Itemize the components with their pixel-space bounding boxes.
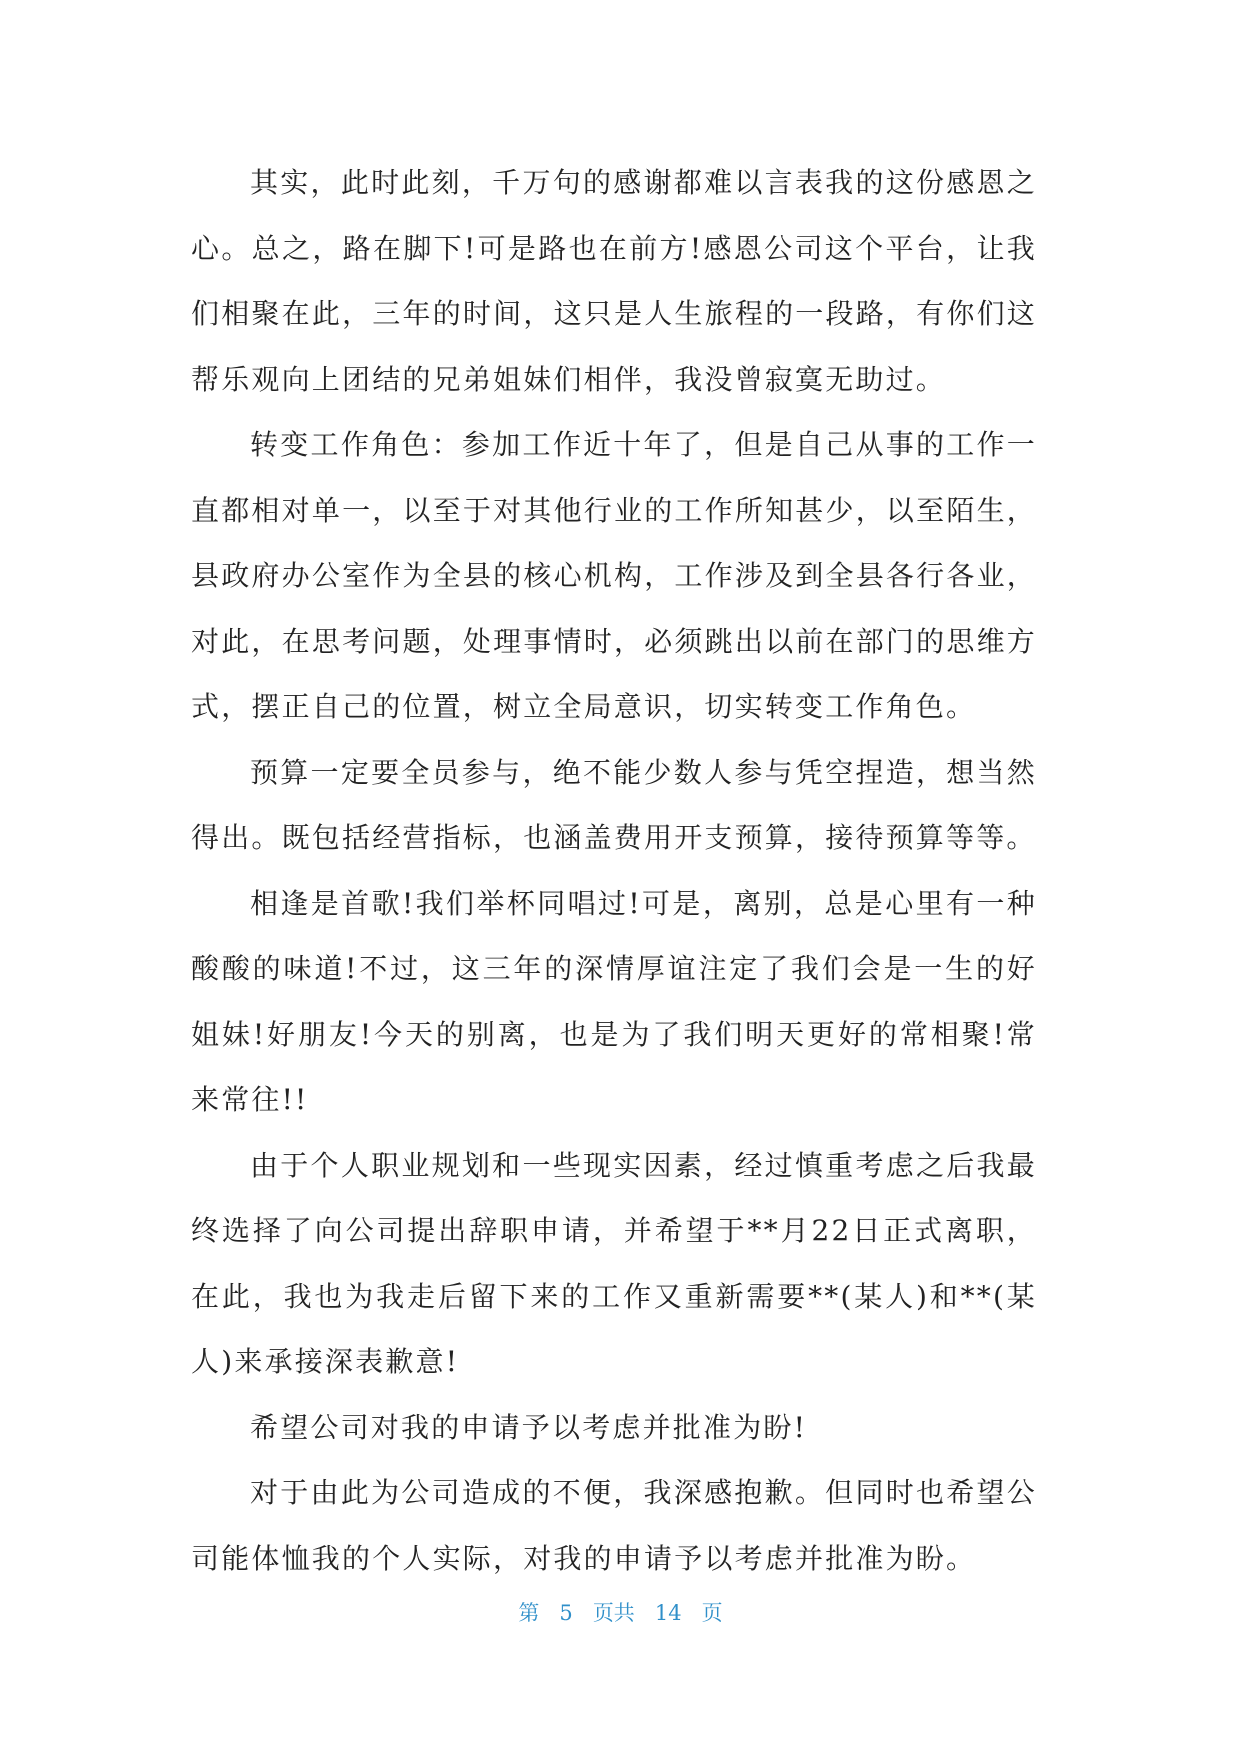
paragraph: 希望公司对我的申请予以考虑并批准为盼! — [250, 1410, 808, 1444]
paragraph: 由于个人职业规划和一些现实因素，经过慎重考虑之后我最终选择了向公司提出辞职申请，并希望于**月22日正式离职，在此，我也为我走后留下来的工作又重新需要**(某人)和**(某人)来承接深表歉意! — [191, 1148, 1037, 1378]
page-label-prefix: 第 — [518, 1601, 540, 1625]
document-body — [191, 150, 1037, 1591]
page-label-suffix: 页 — [701, 1601, 723, 1625]
current-page-number: 5 — [559, 1601, 573, 1625]
paragraph: 对于由此为公司造成的不便，我深感抱歉。但同时也希望公司能体恤我的个人实际，对我的申请予以考虑并批准为盼。 — [191, 1476, 1037, 1575]
paragraph: 相逢是首歌!我们举杯同唱过!可是，离别，总是心里有一种酸酸的味道!不过，这三年的深情厚谊注定了我们会是一生的好姐妹!好朋友!今天的别离，也是为了我们明天更好的常相聚!常来常往!! — [191, 886, 1037, 1116]
page-footer — [0, 1598, 1241, 1628]
page-label-middle: 页共 — [592, 1601, 635, 1625]
paragraph: 转变工作角色：参加工作近十年了，但是自己从事的工作一直都相对单一，以至于对其他行业的工作所知甚少，以至陌生，县政府办公室作为全县的核心机构，工作涉及到全县各行各业，对此，在思考问题，处理事情时，必须跳出以前在部门的思维方式，摆正自己的位置，树立全局意识，切实转变工作角色。 — [191, 428, 1037, 723]
total-pages-number: 14 — [654, 1601, 682, 1625]
paragraph: 其实，此时此刻，千万句的感谢都难以言表我的这份感恩之心。总之，路在脚下!可是路也在前方!感恩公司这个平台，让我们相聚在此，三年的时间，这只是人生旅程的一段路，有你们这帮乐观向上团结的兄弟姐妹们相伴，我没曾寂寞无助过。 — [191, 166, 1037, 396]
paragraph: 预算一定要全员参与，绝不能少数人参与凭空捏造，想当然得出。既包括经营指标，也涵盖费用开支预算，接待预算等等。 — [191, 755, 1037, 854]
